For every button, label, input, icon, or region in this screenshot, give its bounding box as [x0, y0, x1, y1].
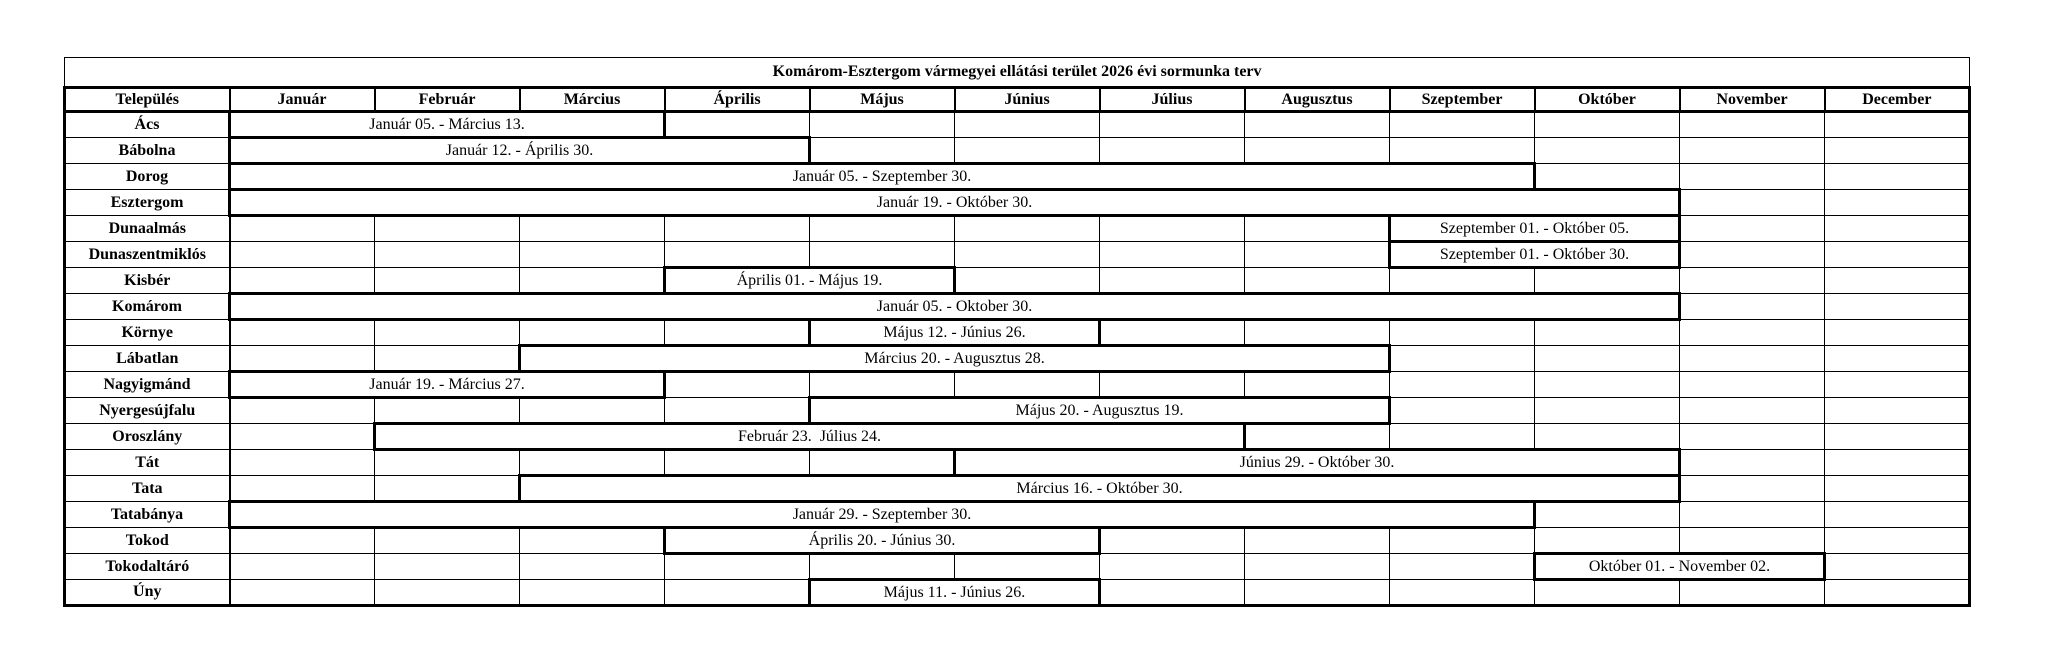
empty-month-cell	[230, 450, 375, 476]
month-column-header: Április	[665, 88, 810, 112]
empty-month-cell	[230, 528, 375, 554]
empty-month-cell	[1825, 112, 1970, 138]
empty-month-cell	[1680, 580, 1825, 606]
settlement-name: Környe	[65, 320, 230, 346]
empty-month-cell	[665, 580, 810, 606]
empty-month-cell	[375, 268, 520, 294]
month-column-header: Június	[955, 88, 1100, 112]
empty-month-cell	[1825, 450, 1970, 476]
schedule-span: Január 05. - Március 13.	[230, 112, 665, 138]
empty-month-cell	[375, 398, 520, 424]
empty-month-cell	[955, 138, 1100, 164]
empty-month-cell	[520, 554, 665, 580]
empty-month-cell	[1680, 216, 1825, 242]
empty-month-cell	[1535, 502, 1680, 528]
schedule-span: Április 01. - Május 19.	[665, 268, 955, 294]
settlement-name: Esztergom	[65, 190, 230, 216]
empty-month-cell	[375, 242, 520, 268]
empty-month-cell	[1680, 450, 1825, 476]
table-row	[65, 502, 1970, 528]
table-row	[65, 268, 1970, 294]
empty-month-cell	[665, 242, 810, 268]
table-title: Komárom-Esztergom vármegyei ellátási terület 2026 évi sormunka terv	[65, 58, 1970, 88]
empty-month-cell	[1680, 242, 1825, 268]
empty-month-cell	[1390, 320, 1535, 346]
month-column-header: December	[1825, 88, 1970, 112]
empty-month-cell	[1680, 294, 1825, 320]
schedule-span: Február 23. Július 24.	[375, 424, 1245, 450]
schedule-span: Október 01. - November 02.	[1535, 554, 1825, 580]
empty-month-cell	[1390, 398, 1535, 424]
settlement-name: Dunaszentmiklós	[65, 242, 230, 268]
month-column-header: Augusztus	[1245, 88, 1390, 112]
empty-month-cell	[1535, 346, 1680, 372]
empty-month-cell	[1390, 268, 1535, 294]
month-column-header: Február	[375, 88, 520, 112]
table-row	[65, 216, 1970, 242]
empty-month-cell	[1245, 372, 1390, 398]
empty-month-cell	[230, 476, 375, 502]
settlement-name: Ács	[65, 112, 230, 138]
empty-month-cell	[375, 216, 520, 242]
empty-month-cell	[955, 268, 1100, 294]
schedule-span: Szeptember 01. - Október 05.	[1390, 216, 1680, 242]
empty-month-cell	[520, 580, 665, 606]
empty-month-cell	[375, 554, 520, 580]
schedule-span: Április 20. - Június 30.	[665, 528, 1100, 554]
empty-month-cell	[1390, 346, 1535, 372]
empty-month-cell	[520, 398, 665, 424]
empty-month-cell	[1245, 528, 1390, 554]
empty-month-cell	[1825, 294, 1970, 320]
empty-month-cell	[1535, 138, 1680, 164]
empty-month-cell	[1825, 138, 1970, 164]
empty-month-cell	[520, 450, 665, 476]
empty-month-cell	[810, 242, 955, 268]
settlement-name: Lábatlan	[65, 346, 230, 372]
empty-month-cell	[375, 528, 520, 554]
empty-month-cell	[1100, 528, 1245, 554]
table-row	[65, 138, 1970, 164]
empty-month-cell	[1535, 528, 1680, 554]
empty-month-cell	[1390, 580, 1535, 606]
empty-month-cell	[1680, 476, 1825, 502]
empty-month-cell	[230, 554, 375, 580]
empty-month-cell	[520, 242, 665, 268]
empty-month-cell	[1680, 424, 1825, 450]
settlement-name: Dunaalmás	[65, 216, 230, 242]
table-row	[65, 346, 1970, 372]
month-column-header: Szeptember	[1390, 88, 1535, 112]
empty-month-cell	[1100, 554, 1245, 580]
empty-month-cell	[230, 216, 375, 242]
settlement-name: Oroszlány	[65, 424, 230, 450]
empty-month-cell	[1245, 216, 1390, 242]
empty-month-cell	[1535, 268, 1680, 294]
empty-month-cell	[1680, 190, 1825, 216]
settlement-name: Tata	[65, 476, 230, 502]
empty-month-cell	[230, 424, 375, 450]
empty-month-cell	[1390, 372, 1535, 398]
empty-month-cell	[1825, 580, 1970, 606]
title-row	[65, 58, 1970, 88]
table-row	[65, 372, 1970, 398]
settlement-name: Tokod	[65, 528, 230, 554]
empty-month-cell	[1825, 242, 1970, 268]
empty-month-cell	[1100, 242, 1245, 268]
empty-month-cell	[955, 242, 1100, 268]
table-row	[65, 476, 1970, 502]
empty-month-cell	[1100, 216, 1245, 242]
empty-month-cell	[1100, 268, 1245, 294]
empty-month-cell	[810, 372, 955, 398]
empty-month-cell	[1100, 112, 1245, 138]
empty-month-cell	[1245, 268, 1390, 294]
empty-month-cell	[1825, 268, 1970, 294]
empty-month-cell	[1245, 320, 1390, 346]
empty-month-cell	[1535, 164, 1680, 190]
empty-month-cell	[1680, 398, 1825, 424]
empty-month-cell	[230, 398, 375, 424]
empty-month-cell	[810, 216, 955, 242]
empty-month-cell	[520, 216, 665, 242]
empty-month-cell	[1680, 164, 1825, 190]
empty-month-cell	[665, 450, 810, 476]
empty-month-cell	[665, 320, 810, 346]
table-row	[65, 398, 1970, 424]
settlement-name: Tokodaltáró	[65, 554, 230, 580]
empty-month-cell	[810, 112, 955, 138]
empty-month-cell	[1535, 398, 1680, 424]
schedule-table-body	[65, 58, 1970, 606]
empty-month-cell	[1680, 320, 1825, 346]
empty-month-cell	[1680, 112, 1825, 138]
empty-month-cell	[665, 372, 810, 398]
schedule-span: Január 12. - Április 30.	[230, 138, 810, 164]
empty-month-cell	[1680, 268, 1825, 294]
empty-month-cell	[1535, 580, 1680, 606]
empty-month-cell	[1680, 528, 1825, 554]
empty-month-cell	[1825, 476, 1970, 502]
table-row	[65, 112, 1970, 138]
settlement-name: Úny	[65, 580, 230, 606]
settlement-name: Tát	[65, 450, 230, 476]
empty-month-cell	[1100, 138, 1245, 164]
empty-month-cell	[1390, 112, 1535, 138]
empty-month-cell	[1245, 580, 1390, 606]
table-row	[65, 242, 1970, 268]
empty-month-cell	[230, 268, 375, 294]
empty-month-cell	[1535, 372, 1680, 398]
month-column-header: Július	[1100, 88, 1245, 112]
table-row	[65, 320, 1970, 346]
schedule-span: Január 19. - Március 27.	[230, 372, 665, 398]
empty-month-cell	[955, 372, 1100, 398]
empty-month-cell	[1245, 138, 1390, 164]
empty-month-cell	[230, 242, 375, 268]
settlement-name: Nagyigmánd	[65, 372, 230, 398]
empty-month-cell	[1680, 372, 1825, 398]
column-header-row	[65, 88, 1970, 112]
empty-month-cell	[1535, 112, 1680, 138]
empty-month-cell	[230, 346, 375, 372]
settlement-name: Dorog	[65, 164, 230, 190]
empty-month-cell	[1245, 112, 1390, 138]
empty-month-cell	[1825, 398, 1970, 424]
month-column-header: Január	[230, 88, 375, 112]
empty-month-cell	[375, 450, 520, 476]
schedule-span: Március 16. - Október 30.	[520, 476, 1680, 502]
empty-month-cell	[1100, 372, 1245, 398]
empty-month-cell	[955, 216, 1100, 242]
schedule-span: Január 19. - Október 30.	[230, 190, 1680, 216]
empty-month-cell	[665, 554, 810, 580]
empty-month-cell	[230, 580, 375, 606]
schedule-span: Május 11. - Június 26.	[810, 580, 1100, 606]
settlement-name: Nyergesújfalu	[65, 398, 230, 424]
table-row	[65, 580, 1970, 606]
schedule-span: Január 29. - Szeptember 30.	[230, 502, 1535, 528]
schedule-span: Május 12. - Június 26.	[810, 320, 1100, 346]
schedule-span: Május 20. - Augusztus 19.	[810, 398, 1390, 424]
empty-month-cell	[810, 554, 955, 580]
empty-month-cell	[520, 320, 665, 346]
empty-month-cell	[1825, 164, 1970, 190]
empty-month-cell	[1100, 320, 1245, 346]
empty-month-cell	[1390, 528, 1535, 554]
empty-month-cell	[1825, 554, 1970, 580]
empty-month-cell	[810, 138, 955, 164]
table-row	[65, 450, 1970, 476]
table-row	[65, 190, 1970, 216]
empty-month-cell	[375, 320, 520, 346]
empty-month-cell	[520, 268, 665, 294]
empty-month-cell	[1825, 346, 1970, 372]
table-row	[65, 294, 1970, 320]
empty-month-cell	[1680, 346, 1825, 372]
settlement-name: Tatabánya	[65, 502, 230, 528]
month-column-header: Március	[520, 88, 665, 112]
empty-month-cell	[1535, 320, 1680, 346]
settlement-column-header: Település	[65, 88, 230, 112]
schedule-span: Január 05. - Szeptember 30.	[230, 164, 1535, 190]
empty-month-cell	[1245, 242, 1390, 268]
schedule-span: Január 05. - Oktober 30.	[230, 294, 1680, 320]
empty-month-cell	[1680, 502, 1825, 528]
month-column-header: November	[1680, 88, 1825, 112]
empty-month-cell	[810, 450, 955, 476]
sormunka-schedule-table	[63, 57, 1971, 607]
schedule-span: Szeptember 01. - Október 30.	[1390, 242, 1680, 268]
empty-month-cell	[375, 580, 520, 606]
empty-month-cell	[375, 346, 520, 372]
empty-month-cell	[665, 216, 810, 242]
empty-month-cell	[230, 320, 375, 346]
empty-month-cell	[1825, 320, 1970, 346]
empty-month-cell	[665, 398, 810, 424]
table-row	[65, 164, 1970, 190]
schedule-span: Június 29. - Október 30.	[955, 450, 1680, 476]
empty-month-cell	[1825, 502, 1970, 528]
empty-month-cell	[1390, 554, 1535, 580]
table-row	[65, 424, 1970, 450]
settlement-name: Bábolna	[65, 138, 230, 164]
empty-month-cell	[1100, 580, 1245, 606]
month-column-header: Október	[1535, 88, 1680, 112]
empty-month-cell	[1825, 372, 1970, 398]
empty-month-cell	[1825, 216, 1970, 242]
empty-month-cell	[1535, 424, 1680, 450]
empty-month-cell	[1245, 554, 1390, 580]
empty-month-cell	[1825, 424, 1970, 450]
empty-month-cell	[1825, 528, 1970, 554]
empty-month-cell	[665, 112, 810, 138]
empty-month-cell	[955, 112, 1100, 138]
empty-month-cell	[1390, 424, 1535, 450]
empty-month-cell	[520, 528, 665, 554]
empty-month-cell	[1245, 424, 1390, 450]
empty-month-cell	[375, 476, 520, 502]
month-column-header: Május	[810, 88, 955, 112]
table-row	[65, 528, 1970, 554]
empty-month-cell	[1680, 138, 1825, 164]
empty-month-cell	[1390, 138, 1535, 164]
empty-month-cell	[1825, 190, 1970, 216]
empty-month-cell	[955, 554, 1100, 580]
schedule-span: Március 20. - Augusztus 28.	[520, 346, 1390, 372]
settlement-name: Kisbér	[65, 268, 230, 294]
settlement-name: Komárom	[65, 294, 230, 320]
table-row	[65, 554, 1970, 580]
